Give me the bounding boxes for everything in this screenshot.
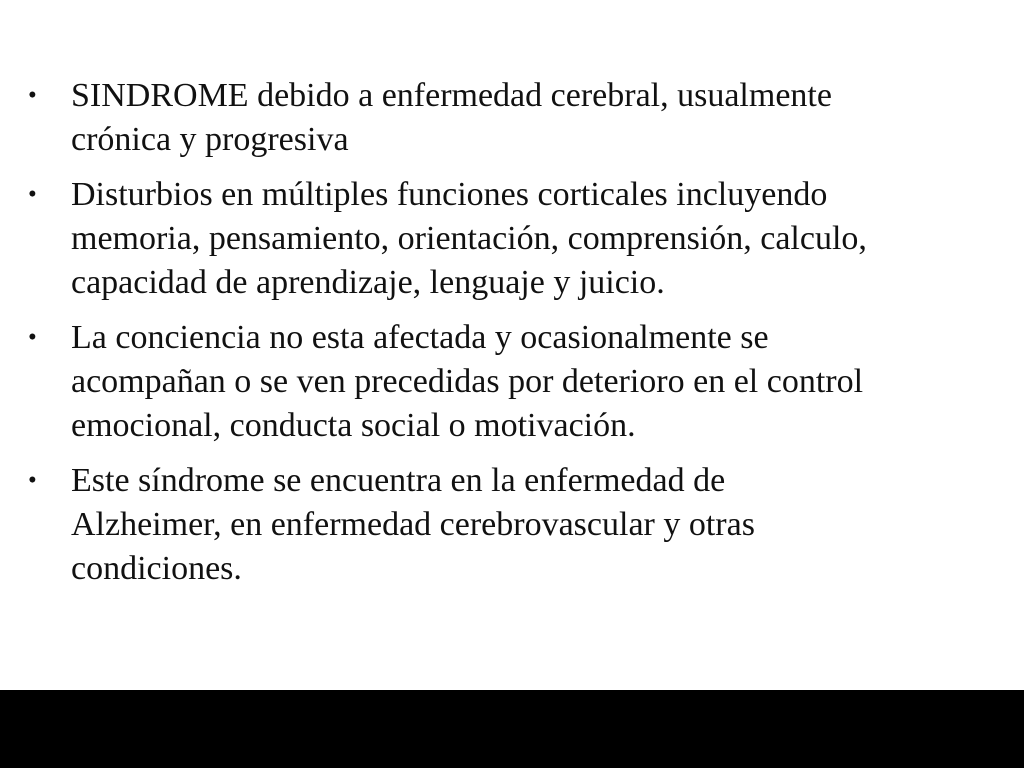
bullet-item [0,74,1024,162]
bullet-line: Este síndrome se encuentra en la enfermedad de [71,462,726,499]
bullet-point-icon: • [28,324,37,351]
bullet-line: acompañan o se ven precedidas por deterioro en el control [71,363,864,400]
bullet-point-icon: • [28,82,37,109]
bullet-line: Disturbios en múltiples funciones corticales incluyendo [71,176,828,213]
bullet-line: capacidad de aprendizaje, lenguaje y juicio. [71,264,665,301]
bullet-text [71,459,971,591]
bullet-list [0,74,1024,602]
bullet-point-icon: • [28,181,37,208]
bullet-line: memoria, pensamiento, orientación, comprensión, calculo, [71,220,867,257]
bullet-line: Alzheimer, en enfermedad cerebrovascular y otras [71,506,755,543]
bullet-text [71,316,971,448]
bullet-text [71,74,971,162]
bullet-line: SINDROME debido a enfermedad cerebral, usualmente [71,77,832,114]
letterbox-bar [0,690,1024,768]
bullet-line: crónica y progresiva [71,121,349,158]
bullet-text [71,173,971,305]
bullet-point-icon: • [28,467,37,494]
bullet-item [0,173,1024,305]
bullet-line: emocional, conducta social o motivación. [71,407,636,444]
bullet-item [0,316,1024,448]
bullet-line: La conciencia no esta afectada y ocasionalmente se [71,319,769,356]
bullet-item [0,459,1024,591]
bullet-line: condiciones. [71,550,242,587]
